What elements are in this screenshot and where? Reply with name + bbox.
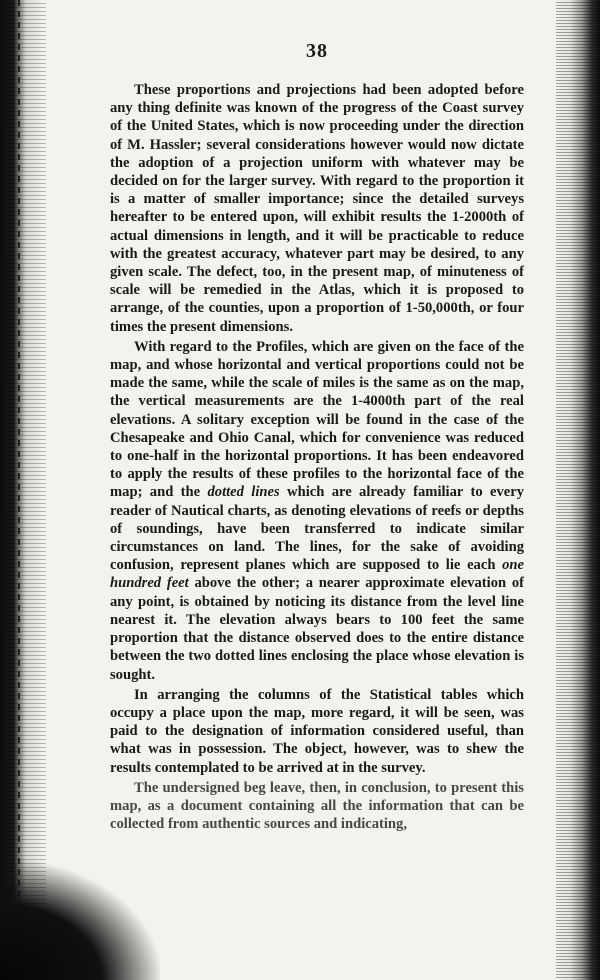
text-segment: These proportions and projections had been adopted before any thing definite was known of the progress of the Coast survey of the United States, which is now proceeding under the direction of M. Hassler; several considerations however would now dictate the adoption of a projection uniform with whatever may be decided on for the larger survey. With regard to the proportion it is a matter of smaller importance; since the detailed surveys hereafter to be entered upon, will exhibit results the 1-2000th of actual dimensions in length, and it will be practicable to reduce with the greatest accuracy, whatever part may be desired, to any given scale. The defect, too, in the present map, of minuteness of scale will be remedied in the Atlas, which it is proposed to arrange, of the counties, upon a proportion of 1-50,000th, or four times the present dimensions. bbox=[110, 82, 524, 335]
corner-shadow bbox=[0, 860, 160, 980]
text-segment: With regard to the Profiles, which are given on the face of the map, and whose horizontal and vertical proportions could not be made the same, while the scale of miles is the same as on the map, the vertical measurements are the 1-4000th part of the real elevations. A solitary exception will be found in the case of the Chesapeake and Ohio Canal, which for convenience was reduced to one-half in the horizontal proportions. It has been endeavored to apply the results of these profiles to the horizontal face of the map; and the bbox=[110, 338, 524, 501]
paragraph-conclusion bbox=[110, 779, 524, 834]
paragraph-statistical-tables bbox=[110, 686, 524, 777]
page-number: 38 bbox=[306, 40, 328, 62]
text-segment: above the other; a nearer approximate elevation of any point, is obtained by noticing its distance from the level line nearest it. The elevation always bears to 100 feet the same proportion that the distance observed does to the entire distance between the two dotted lines enclosing the place whose elevation is sought. bbox=[110, 575, 525, 683]
italic-text-segment: one hundred feet bbox=[110, 557, 524, 592]
text-segment: which are already familiar to every reader of Nautical charts, as denoting elevations of reefs or depths of soundings, have been transferred to indicate similar circumstances on land. The lines, for the sake of avoiding confusion, represent planes which are supposed to lie each bbox=[110, 484, 525, 574]
right-page-edge bbox=[556, 0, 600, 980]
paragraph-profiles bbox=[110, 338, 524, 684]
left-binding-edge bbox=[0, 0, 46, 980]
bottom-fade bbox=[100, 860, 550, 980]
text-segment: The undersigned beg leave, then, in conclusion, to present this map, as a document containing all the information that can be collected from authentic sources and indicating, bbox=[110, 779, 524, 833]
paragraph-projections bbox=[110, 81, 524, 336]
page-content bbox=[110, 40, 524, 833]
text-segment: In arranging the columns of the Statistical tables which occupy a place upon the map, more regard, it will be seen, was paid to the designation of information considered useful, than what was in possession. The object, however, was to shew the results contemplated to be arrived at in the survey. bbox=[110, 686, 524, 776]
italic-text-segment: dotted lines bbox=[207, 484, 280, 501]
